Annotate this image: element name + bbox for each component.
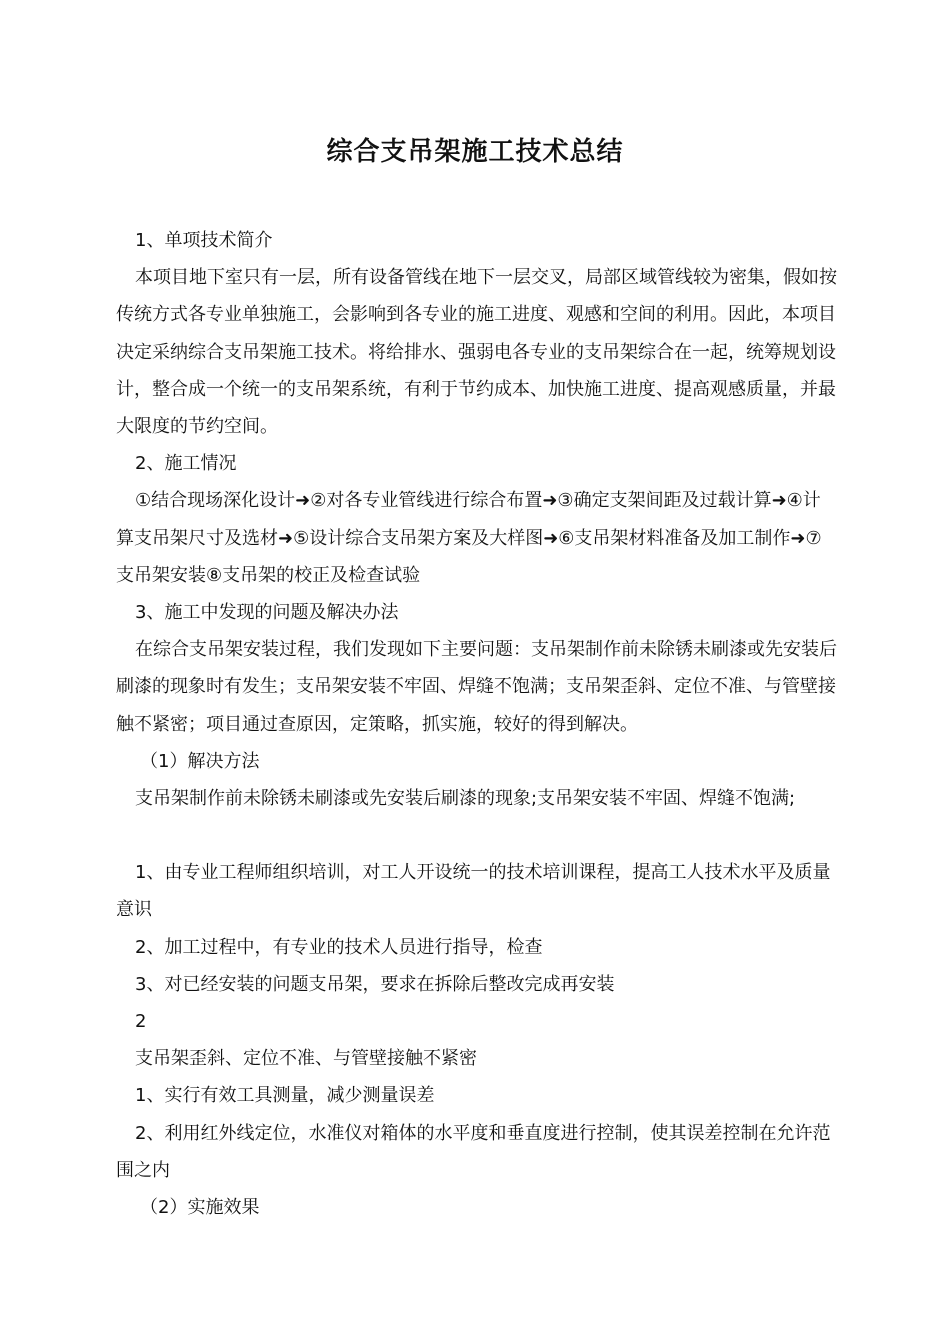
item-number: 2 bbox=[135, 1011, 147, 1033]
paragraph: 支吊架制作前未除锈未刷漆或先安装后刷漆的现象;支吊架安装不牢固、焊缝不饱满; bbox=[135, 788, 796, 810]
paragraph: 支吊架歪斜、定位不准、与管壁接触不紧密 bbox=[135, 1048, 477, 1070]
process-steps: ①结合现场深化设计➜②对各专业管线进行综合布置➜③确定支架间距及过载计算➜④计算支吊架尺寸及选材➜⑤设计综合支吊架方案及大样图➜⑥支吊架材料准备及加工制作➜⑦支吊架安装⑧支吊架的校正及检查试验 bbox=[116, 490, 822, 586]
subsection-heading: （2）实施效果 bbox=[140, 1197, 260, 1219]
section-heading: 3、施工中发现的问题及解决办法 bbox=[135, 602, 399, 624]
list-item: 1、实行有效工具测量，减少测量误差 bbox=[135, 1085, 435, 1107]
paragraph: 在综合支吊架安装过程，我们发现如下主要问题：支吊架制作前未除锈未刷漆或先安装后刷漆的现象时有发生；支吊架安装不牢固、焊缝不饱满；支吊架歪斜、定位不准、与管壁接触不紧密；项目通过查原因，定策略，抓实施，较好的得到解决。 bbox=[116, 639, 837, 735]
blank-line bbox=[116, 817, 838, 854]
list-item: 3、对已经安装的问题支吊架，要求在拆除后整改完成再安装 bbox=[135, 973, 615, 995]
section-heading: 2、施工情况 bbox=[135, 453, 237, 475]
document-title: 综合支吊架施工技术总结 bbox=[326, 137, 624, 167]
list-item: 2、加工过程中，有专业的技术人员进行指导，检查 bbox=[135, 936, 543, 958]
list-item: 2、利用红外线定位，水准仪对箱体的水平度和垂直度进行控制，使其误差控制在允许范围之内 bbox=[116, 1122, 831, 1181]
subsection-heading: （1）解决方法 bbox=[140, 750, 260, 772]
paragraph: 本项目地下室只有一层，所有设备管线在地下一层交叉，局部区域管线较为密集，假如按传统方式各专业单独施工，会影响到各专业的施工进度、观感和空间的利用。因此，本项目决定采纳综合支吊架施工技术。将给排水、强弱电各专业的支吊架综合在一起，统筹规划设计，整合成一个统一的支吊架系统，有利于节约成本、加快施工进度、提高观感质量，并最大限度的节约空间。 bbox=[116, 267, 837, 438]
document-body bbox=[116, 222, 838, 1226]
list-item: 1、由专业工程师组织培训，对工人开设统一的技术培训课程，提高工人技术水平及质量意识 bbox=[116, 862, 831, 921]
section-heading: 1、单项技术简介 bbox=[135, 230, 273, 251]
